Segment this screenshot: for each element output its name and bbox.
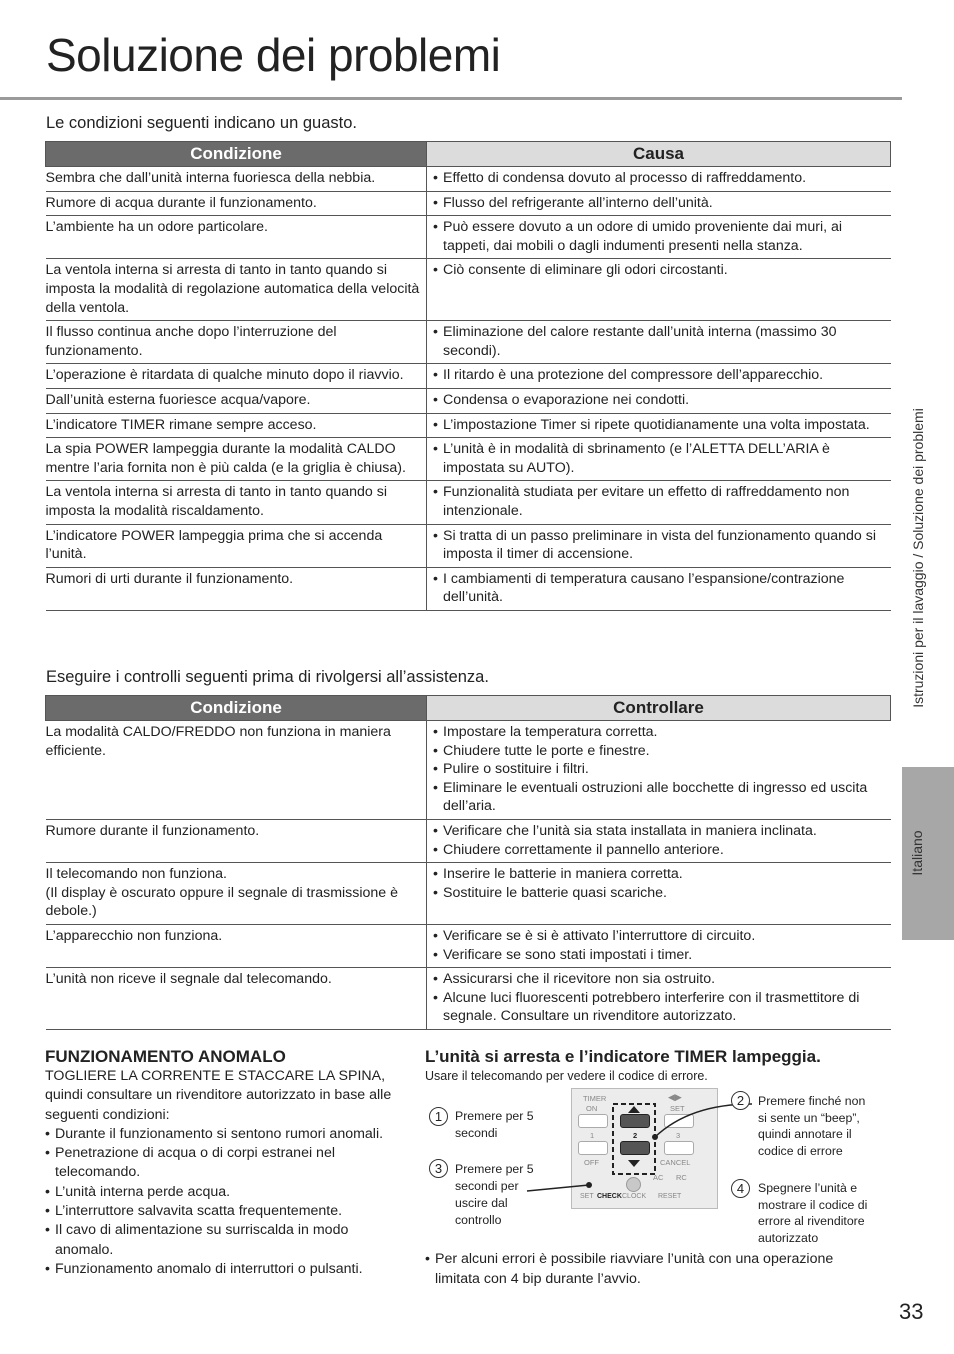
remote-1-label: 1 xyxy=(590,1131,595,1140)
down-arrow-icon xyxy=(628,1160,640,1167)
condition-text: L’indicatore TIMER rimane sempre acceso. xyxy=(45,416,317,433)
list-item: • Il cavo di alimentazione su surriscalda in modo anomalo. xyxy=(45,1221,405,1260)
step-2-marker: 2 xyxy=(731,1091,750,1110)
bullet-item: • Ciò consente di eliminare gli odori circostanti. xyxy=(433,261,887,280)
bullet-item: • I cambiamenti di temperatura causano l’espansione/contrazione dell’unità. xyxy=(433,570,887,607)
bullet-item: • Funzionalità studiata per evitare un effetto di raffreddamento non intenzionale. xyxy=(433,483,887,520)
error-note: • Per alcuni errori è possibile riavviare l’unità con una operazione limitata con 4 bip durante l’avvio. xyxy=(425,1250,880,1289)
bullet-item: • Può essere dovuto a un odore di umido proveniente dai muri, ai tappeti, dai mobili o dagli indumenti presenti nella stanza. xyxy=(433,218,887,255)
list-item: • Durante il funzionamento si sentono rumori anomali. xyxy=(45,1125,405,1144)
remote-rc-label: RC xyxy=(676,1173,687,1182)
bullet-item: • Inserire le batterie in maniera corretta. xyxy=(433,865,887,884)
col-header-condition: Condizione xyxy=(46,696,427,721)
col-header-check: Controllare xyxy=(427,696,891,721)
page-number: 33 xyxy=(899,1299,924,1324)
bullet-item: • Verificare che l’unità sia stata installata in maniera inclinata. xyxy=(433,822,887,841)
condition-text: La ventola interna si arresta di tanto in tanto quando si imposta la modalità riscaldamento. xyxy=(45,484,388,519)
bullet-item: • Chiudere tutte le porte e finestre. xyxy=(433,742,887,761)
condition-text: La modalità CALDO/FREDDO non funziona in maniera efficiente. xyxy=(45,724,391,759)
check-point-dot xyxy=(586,1182,592,1188)
bullet-item: • Eliminazione del calore restante dall’unità interna (massimo 30 secondi). xyxy=(433,323,887,360)
bullet-item: • Il ritardo è una protezione del compressore dell’apparecchio. xyxy=(433,366,887,385)
remote-2-label: 2 xyxy=(633,1131,638,1140)
condition-text: La ventola interna si arresta di tanto in tanto quando si imposta la modalità di regolazione automatica della velocità della ventola. xyxy=(45,262,420,316)
remote-cancel-label: CANCEL xyxy=(660,1158,691,1167)
condition-text: La spia POWER lampeggia durante la modalità CALDO mentre l’aria fornita non è più calda (e la griglia è chiusa). xyxy=(45,441,406,476)
step-2-text: Premere finché non si sente un “beep”, quindi annotare il codice di errore xyxy=(758,1094,866,1158)
bullet-item: • Alcune luci fluorescenti potrebbero interferire con il trasmettitore di segnale. Consultare un rivenditore autorizzato. xyxy=(433,989,887,1026)
col-header-cause: Causa xyxy=(427,142,891,167)
list-item: • L’unità interna perde acqua. xyxy=(45,1183,405,1202)
button-2-dot xyxy=(652,1134,658,1140)
error-subtitle: Usare il telecomando per vedere il codice di errore. xyxy=(425,1069,708,1083)
condition-text: Dall’unità esterna fuoriesce acqua/vapore. xyxy=(45,391,311,408)
error-title: L’unità si arresta e l’indicatore TIMER lampeggia. xyxy=(425,1047,821,1066)
bullet-item: • Verificare se sono stati impostati i timer. xyxy=(433,946,887,965)
condition-text: L’ambiente ha un odore particolare. xyxy=(45,219,268,236)
condition-text: Sembra che dall’unità interna fuoriesca della nebbia. xyxy=(45,170,376,186)
bullet-item: • Condensa o evaporazione nei condotti. xyxy=(433,391,887,410)
condition-text: (Il display è oscurato oppure il segnale di trasmissione è debole.) xyxy=(45,884,399,920)
bullet-item: • L’impostazione Timer si ripete quotidianamente una volta impostata. xyxy=(433,416,887,435)
page-title: Soluzione dei problemi xyxy=(46,29,501,81)
remote-on-label: ON xyxy=(586,1104,598,1113)
language-tab: Italiano xyxy=(902,767,954,940)
bullet-item: • Flusso del refrigerante all’interno dell’unità. xyxy=(433,194,887,213)
condition-text: Il telecomando non funziona. xyxy=(45,866,227,883)
remote-set-label: SET xyxy=(670,1104,685,1113)
bullet-item: • Eliminare le eventuali ostruzioni alle bocchette di ingresso ed uscita dell’aria. xyxy=(433,779,887,816)
bullet-item: • Sostituire le batterie quasi scariche. xyxy=(433,884,887,903)
section2-intro: Eseguire i controlli seguenti prima di rivolgersi all’assistenza. xyxy=(46,668,489,686)
bullet-item: • Impostare la temperatura corretta. xyxy=(433,723,887,742)
bullet-item: • Chiudere correttamente il pannello anteriore. xyxy=(433,841,887,860)
remote-timer-label: TIMER xyxy=(583,1094,607,1103)
bullet-item: • Effetto di condensa dovuto al processo di raffreddamento. xyxy=(433,169,887,188)
section1-intro: Le condizioni seguenti indicano un guasto. xyxy=(46,114,357,132)
step-1-marker: 1 xyxy=(429,1107,448,1126)
list-item: • L’interruttore salvavita scatta frequentemente. xyxy=(45,1202,405,1221)
remote-off-label: OFF xyxy=(584,1158,599,1167)
remote-set-bottom-label: SET xyxy=(580,1193,594,1200)
list-item: • Funzionamento anomalo di interruttori o pulsanti. xyxy=(45,1260,405,1279)
side-label: Istruzioni per il lavaggio / Soluzione dei problemi xyxy=(910,407,926,708)
condition-text: L’unità non riceve il segnale dal telecomando. xyxy=(45,971,332,988)
list-item: • Penetrazione di acqua o di corpi estranei nel telecomando. xyxy=(45,1144,405,1183)
remote-check-label: CHECK xyxy=(597,1193,622,1200)
step-4-marker: 4 xyxy=(731,1179,750,1198)
remote-ac-label: AC xyxy=(653,1173,664,1182)
bullet-item: • Assicurarsi che il ricevitore non sia ostruito. xyxy=(433,970,887,989)
condition-text: L’indicatore POWER lampeggia prima che si accenda l’unità. xyxy=(45,527,383,563)
bullet-item: • L’unità è in modalità di sbrinamento (e l’ALETTA DELL’ARIA è impostata su AUTO). xyxy=(433,440,887,477)
remote-3-label: 3 xyxy=(676,1131,681,1140)
step-3-marker: 3 xyxy=(429,1159,448,1178)
bullet-item: • Pulire o sostituire i filtri. xyxy=(433,760,887,779)
arrows-icon: ◀▶ xyxy=(668,1092,682,1102)
step-1-text: Premere per 5 secondi xyxy=(455,1109,534,1140)
condition-text: L’apparecchio non funziona. xyxy=(45,927,223,944)
up-arrow-icon xyxy=(628,1106,640,1113)
condition-text: Rumore di acqua durante il funzionamento. xyxy=(45,194,317,211)
bullet-item: • Verificare se è si è attivato l’interruttore di circuito. xyxy=(433,927,887,946)
step-3-text: Premere per 5 secondi per uscire dal controllo xyxy=(455,1162,534,1227)
condition-text: Il flusso continua anche dopo l’interruzione del funzionamento. xyxy=(45,324,337,359)
step-4-text: Spegnere l’unità e mostrare il codice di errore al rivenditore autorizzato xyxy=(758,1181,868,1245)
abnormal-text: TOGLIERE LA CORRENTE E STACCARE LA SPINA, quindi consultare un rivenditore autorizzato in base alle seguenti condizioni: xyxy=(45,1068,392,1123)
condition-text: Rumore durante il funzionamento. xyxy=(45,822,260,839)
condition-text: L’operazione è ritardata di qualche minuto dopo il riavvio. xyxy=(45,367,404,384)
remote-clock-label: CLOCK xyxy=(622,1193,647,1200)
bullet-item: • Si tratta di un passo preliminare in vista del funzionamento quando si imposta il timer di accensione. xyxy=(433,527,887,564)
condition-text: Rumori di urti durante il funzionamento. xyxy=(45,570,294,587)
remote-reset-label: RESET xyxy=(658,1193,682,1200)
col-header-condition: Condizione xyxy=(46,142,427,167)
abnormal-title: FUNZIONAMENTO ANOMALO xyxy=(45,1047,286,1066)
